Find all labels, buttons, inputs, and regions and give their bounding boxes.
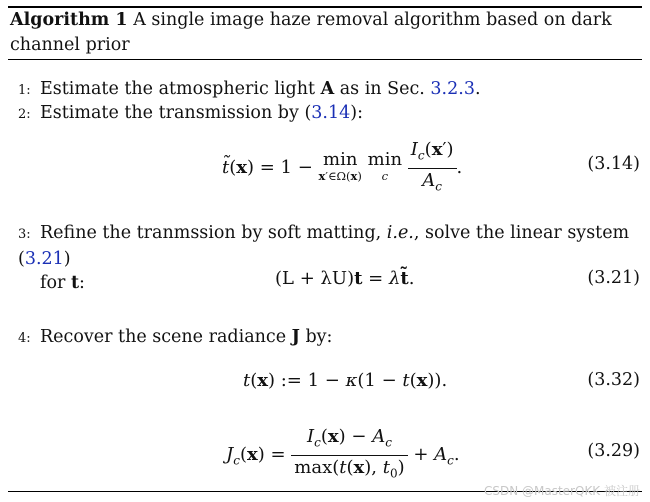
step-text: i.e.	[386, 223, 414, 243]
equation-3-29: $J_c(x)$ = $\frac{I_c(x) - A_c}{\max(t(x), t_0)}$ + $A_c$.	[226, 425, 460, 485]
caption-rule	[8, 59, 642, 60]
step-symbol: A	[320, 79, 335, 99]
equation-ref-link[interactable]: 3.14	[311, 103, 351, 123]
algorithm-caption	[10, 8, 642, 58]
algorithm-title: A single image haze removal algorithm based on dark channel prior	[10, 10, 612, 55]
section-ref-link[interactable]: 3.2.3	[430, 79, 475, 99]
step-text: by:	[299, 327, 333, 347]
algorithm-label: Algorithm 1	[10, 10, 128, 30]
min-operator: min c	[367, 149, 403, 184]
step-text: Refine the tranmssion by soft matting,	[40, 223, 387, 243]
equation-3-21: (L + λU)t = λt̃.	[275, 268, 415, 289]
equation-3-32: t(x) := 1 − κ(1 − t(x)).	[243, 370, 448, 391]
step-text: for	[40, 273, 71, 293]
step-number: 3:	[18, 227, 31, 242]
fraction: $\frac{I_c(x) - A_c}{\max(t(x), t_0)}$	[291, 425, 407, 485]
step-number: 2:	[18, 107, 31, 122]
equation-number: (3.29)	[587, 441, 640, 461]
equation-number: (3.14)	[587, 154, 640, 174]
equation-number: (3.21)	[587, 268, 640, 288]
step-text: ):	[350, 103, 363, 123]
step-text: as in Sec.	[334, 79, 431, 99]
step-4	[18, 325, 332, 351]
step-text: Estimate the transmission by (	[40, 103, 312, 123]
step-symbol: J	[291, 327, 300, 347]
step-1	[18, 77, 481, 103]
step-text: .	[474, 79, 481, 99]
step-text: :	[79, 273, 85, 293]
fraction: $\frac{I_c(x')}{A_c}$	[408, 138, 457, 198]
step-text: , solve the linear system (	[18, 223, 630, 269]
equation-number: (3.32)	[587, 370, 640, 390]
equation-ref-link[interactable]: 3.21	[24, 249, 64, 269]
step-2	[18, 101, 363, 127]
step-text: Recover the scene radiance	[40, 327, 292, 347]
step-number: 4:	[18, 331, 31, 346]
step-number: 1:	[18, 83, 31, 98]
equation-3-14: t̃(x) = 1 − min x′∈Ω(x) min c $\frac{I_c(x')}{A_c}$ .	[222, 138, 462, 198]
step-symbol: t	[70, 273, 80, 293]
watermark: CSDN @MasterQKK 被注册	[483, 484, 640, 498]
step-text: Estimate the atmospheric light	[40, 79, 321, 99]
min-operator: min x′∈Ω(x)	[318, 149, 362, 184]
step-text: )	[63, 249, 71, 269]
